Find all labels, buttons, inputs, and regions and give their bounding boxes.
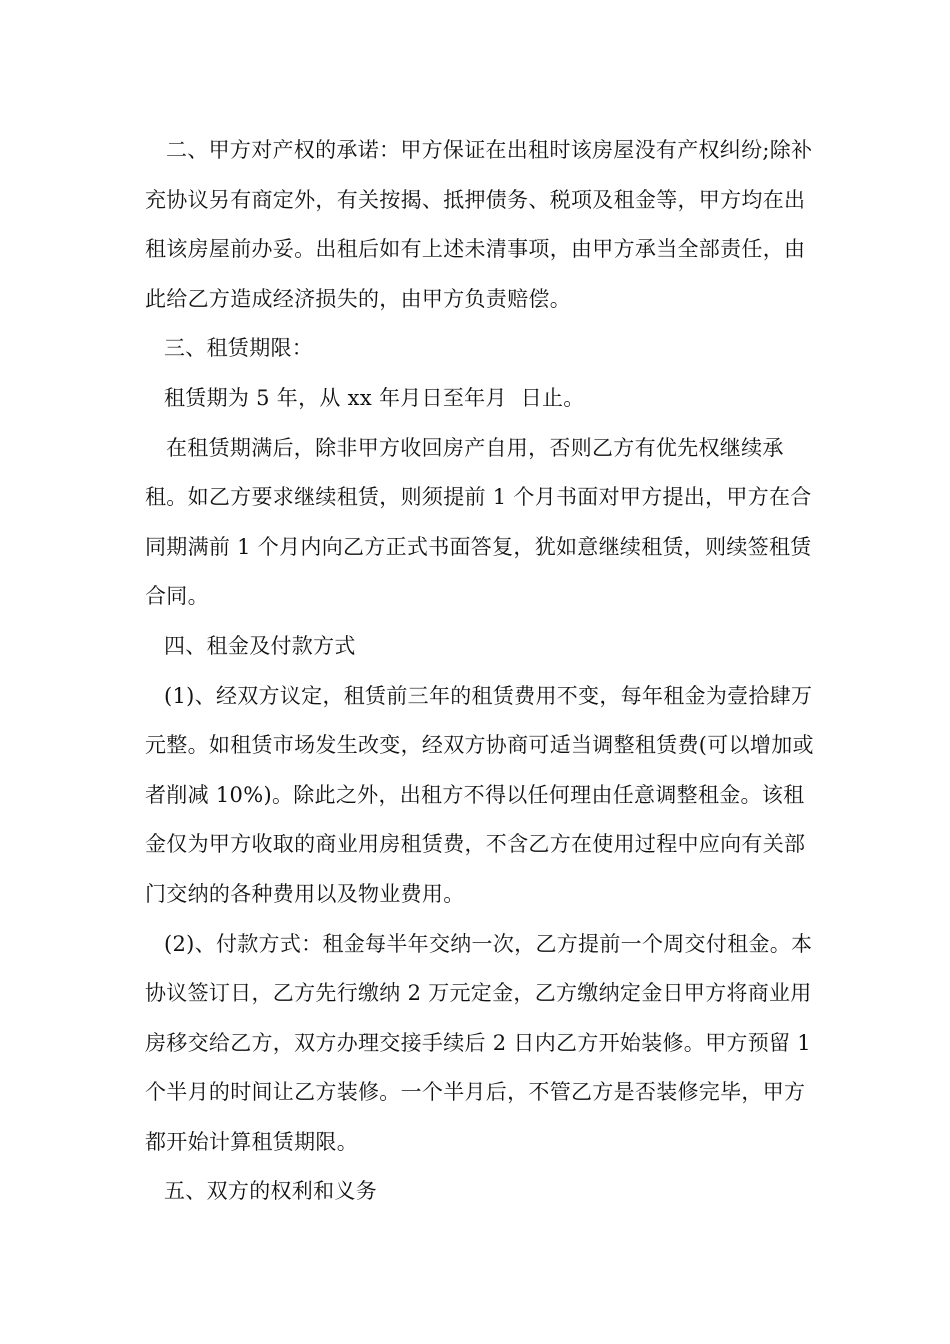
rent-amount-text: (1)、经双方议定，租赁前三年的租赁费用不变，每年租金为壹拾肆万元整。如租赁市场发生改变，经双方协商可适当调整租赁费(可以增加或者削减 10%)。除此之外，出租方不得以任何理由任意调整租金。该租金仅为甲方收取的商业用房租赁费，不含乙方在使用过程中应向有关部门交纳的各种费用以及物业费用。	[145, 683, 814, 906]
document-body	[145, 126, 820, 1217]
clause-4-heading: 四、租金及付款方式	[164, 633, 356, 658]
lease-term-text: 租赁期为 5 年，从 xx 年月日至年月 日止。	[164, 385, 585, 410]
payment-method-text: (2)、付款方式：租金每半年交纳一次，乙方提前一个周交付租金。本协议签订日，乙方先行缴纳 2 万元定金，乙方缴纳定金日甲方将商业用房移交给乙方，双方办理交接手续后 2 日内乙方开始装修。甲方预留 1 个半月的时间让乙方装修。一个半月后，不管乙方是否装修完毕，甲方都开始计算租赁期限。	[145, 931, 818, 1154]
clause-3-heading: 三、租赁期限：	[164, 336, 314, 361]
clause-2-paragraph	[145, 126, 820, 324]
clause-2-heading: 二、甲方对产权的承诺：	[166, 138, 401, 162]
renewal-text: 在租赁期满后，除非甲方收回房产自用，否则乙方有优先权继续承租。如乙方要求继续租赁，则须提前 1 个月书面对甲方提出，甲方在合同期满前 1 个月内向乙方正式书面答复，犹如意继续租赁，则续签租赁合同。	[145, 435, 812, 609]
clause-2-text: 甲方保证在出租时该房屋没有产权纠纷;除补充协议另有商定外，有关按揭、抵押债务、税项及租金等，甲方均在出租该房屋前办妥。出租后如有上述未清事项，由甲方承当全部责任，由此给乙方造成经济损失的，由甲方负责赔偿。	[145, 138, 813, 311]
clause-5-heading: 五、双方的权利和义务	[164, 1179, 377, 1204]
